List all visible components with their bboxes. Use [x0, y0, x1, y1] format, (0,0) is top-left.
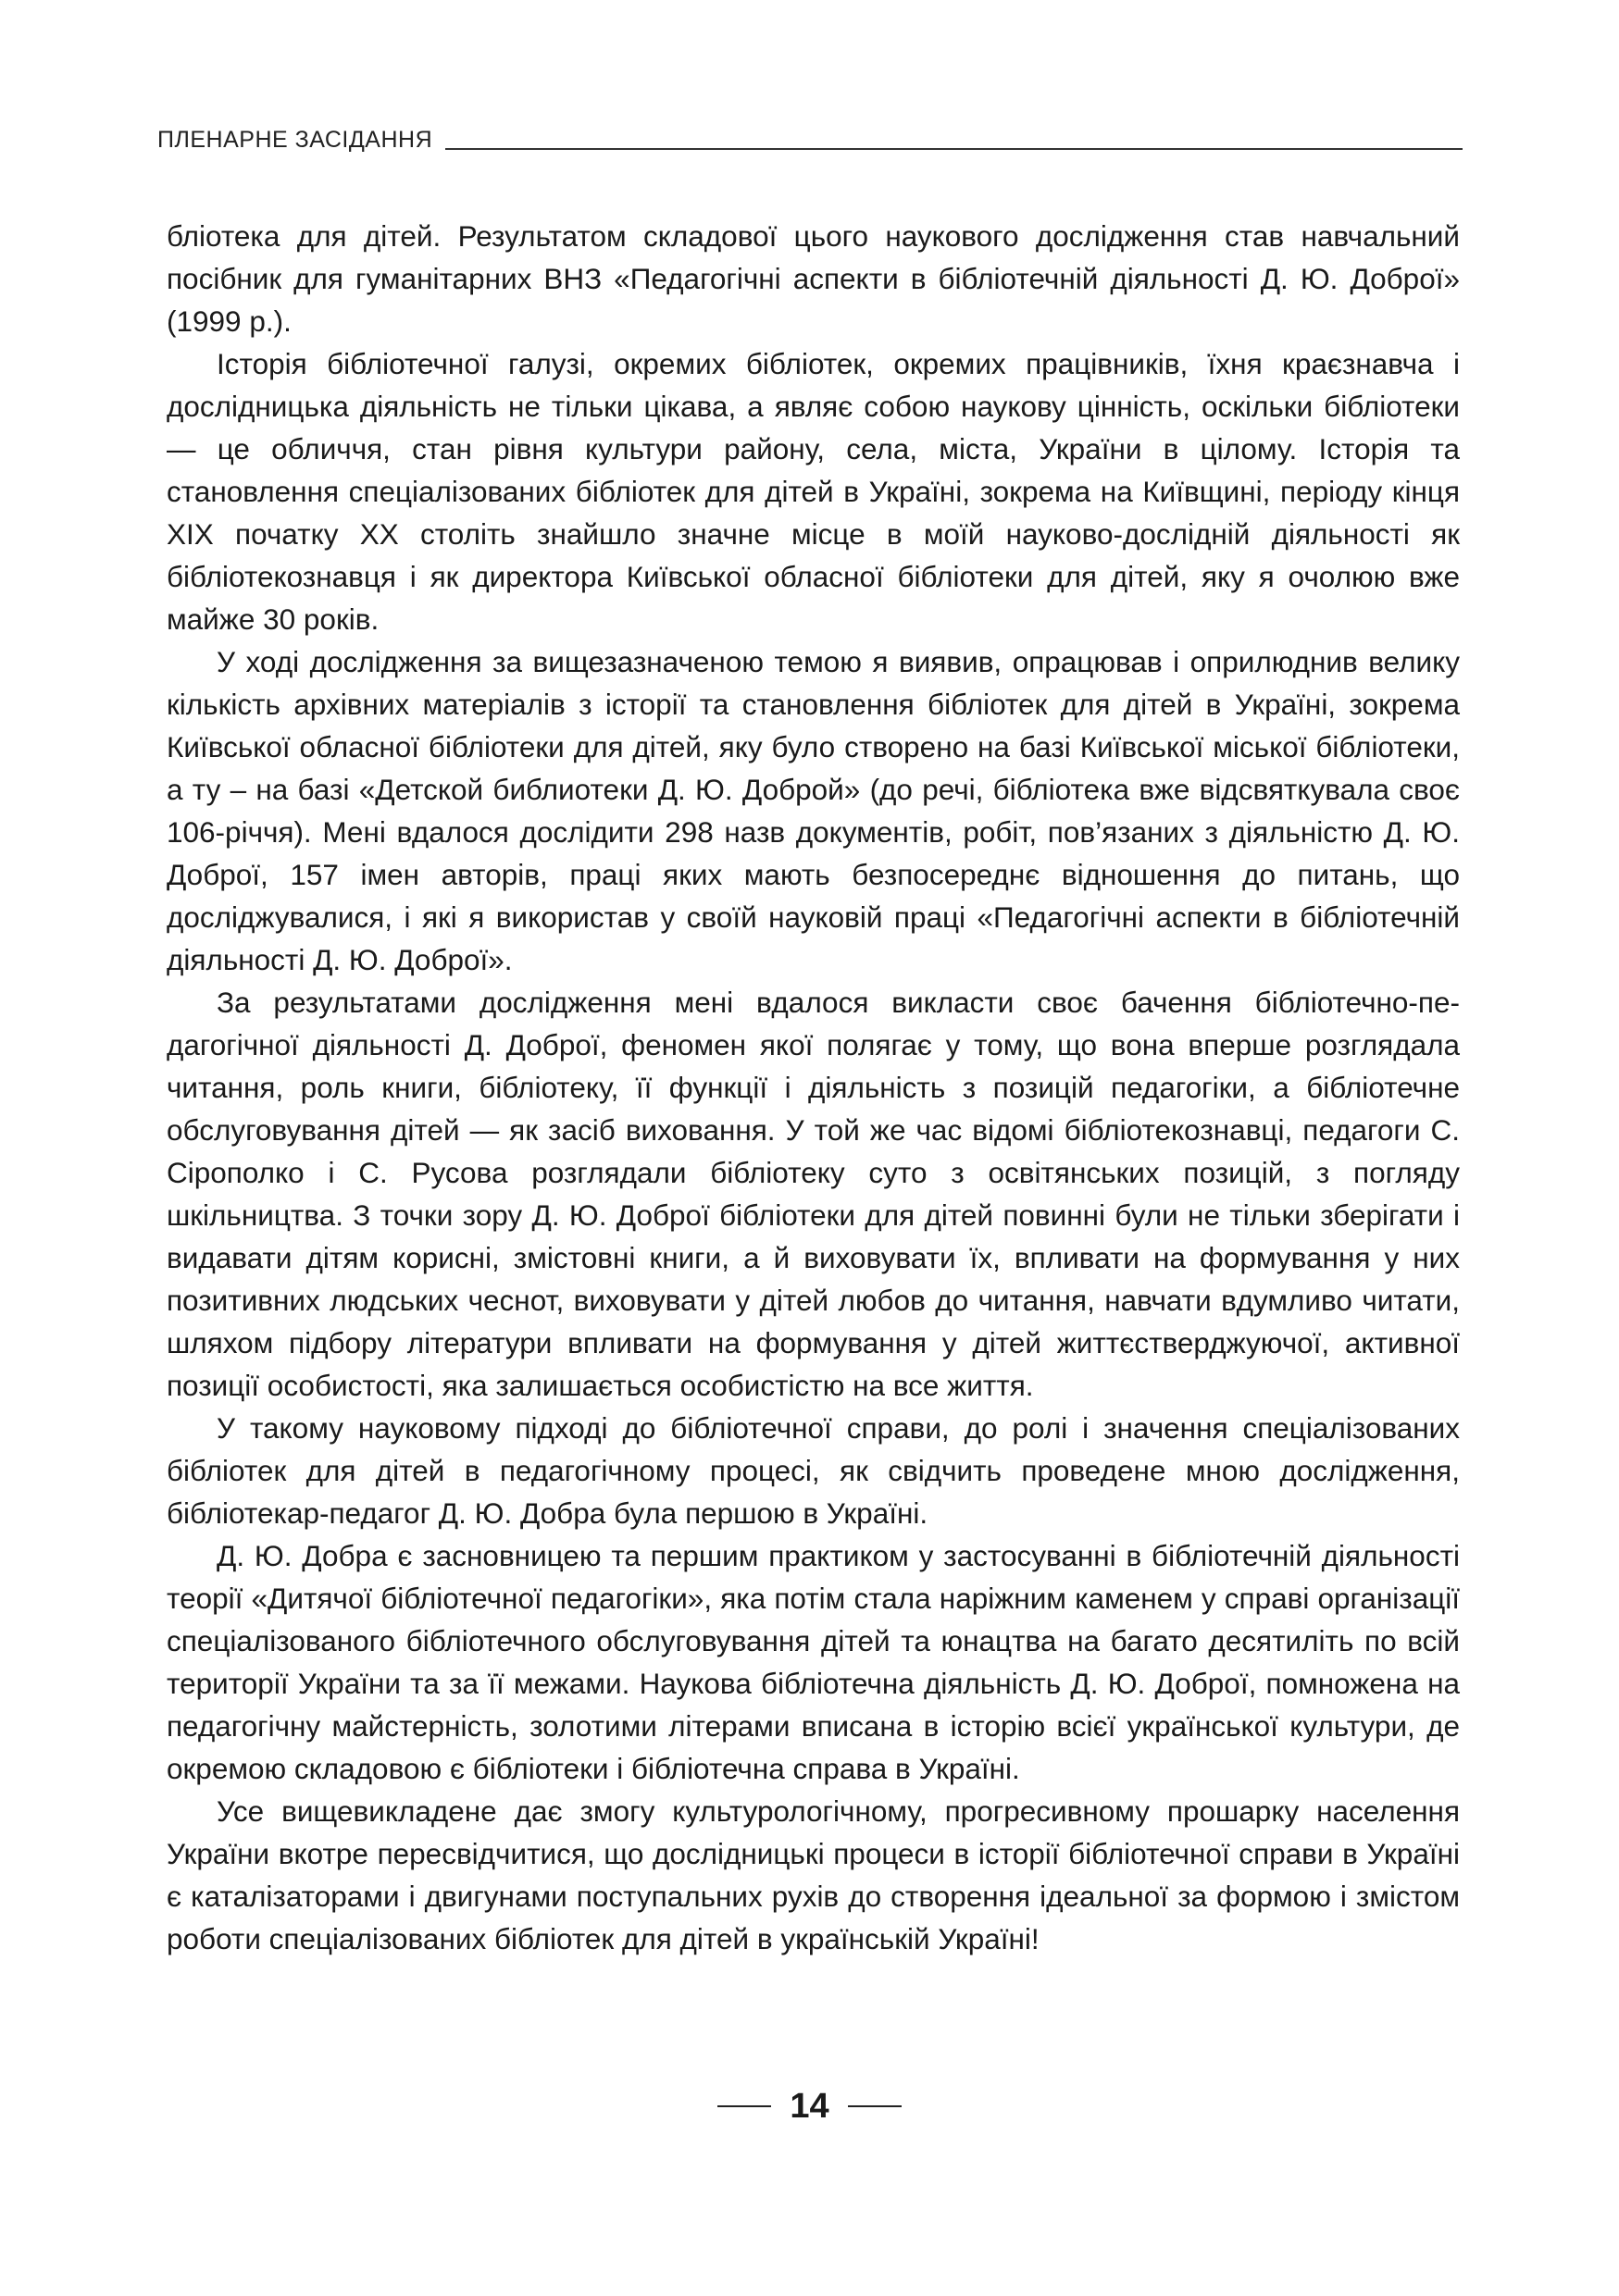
footer-dash-left — [717, 2105, 771, 2107]
paragraph: Д. Ю. Добра є засновницею та першим практиком у застосуванні в бібліотечній діяльності теорії «Дитячої бібліотечної педагогіки», яка потім стала наріжним каменем у справі організації спеціалізованого бібліотечного обслуговування дітей та юнацтва на багато десятиліть по всій території України та за її межами. Наукова бібліотечна діяльність Д. Ю. Доброї, помножена на педагогічну майстерність, золотими літерами вписана в історію всієї української культури, де окремою складовою є бібліотеки і бібліотечна справа в Україні. — [167, 1539, 1460, 1785]
paragraph: У ході дослідження за вищезазначеною темою я виявив, опрацював і оприлюднив велику кількість архівних матеріалів з історії та становлення бібліотек для дітей в Україні, зокрема Київської обласної бібліотеки для дітей, яку було створено на базі Київської міської бібліотеки, а ту – на базі «Детской библиотеки Д. Ю. Доброй» (до речі, бібліотека вже відсвяткувала своє 106-річчя). Мені вдалося дослідити 298 назв документів, робіт, пов’язаних з діяльністю Д. Ю. Доброї, 157 імен авторів, праці яких мають безпосереднє відношення до питань, що досліджувалися, і які я використав у своїй науковій праці «Педагогічні аспекти в бібліотечній діяльності Д. Ю. Доброї». — [167, 645, 1460, 976]
header-rule — [445, 148, 1463, 150]
page-footer — [0, 2089, 1619, 2124]
paragraph: Історія бібліотечної галузі, окремих бібліотек, окремих працівників, їхня краєзнавча і дослідницька діяльність не тільки цікава, а являє собою наукову цінність, оскільки бібліотеки — це обличчя, стан рівня культури району, села, міста, України в цілому. Історія та становлення спеціалізованих бібліотек для дітей в Україні, зокрема на Київщині, періоду кінця XIX початку XX століть знайшло значне місце в моїй науково-дослідній діяльності як бібліотекознавця і як директора Київської обласної бібліотеки для дітей, яку я очолюю вже майже 30 років. — [167, 347, 1460, 636]
footer-dash-right — [848, 2105, 902, 2107]
paragraph: За результатами дослідження мені вдалося викласти своє бачення бібліотечно-педагогічної діяльності Д. Доброї, феномен якої полягає у тому, що вона вперше розглядала читання, роль книги, бібліотеку, її функції і діяльність з позицій педагогіки, а бібліотечне обслуговування дітей — як засіб виховання. У той же час відомі бібліотекознавці, педагоги С. Сірополко і С. Русова розглядали бібліотеку суто з освітянських позицій, з погляду шкільництва. З точки зору Д. Ю. Доброї бібліотеки для дітей повинні були не тільки зберігати і видавати дітям корисні, змістовні книги, а й виховувати їх, впливати на формування у них позитивних людських чеснот, виховувати у дітей любов до читання, навчати вдумливо читати, шляхом підбору літератури впливати на формування у дітей життєстверджуючої, активної позиції особистості, яка залишається особистістю на все життя. — [167, 986, 1460, 1402]
paragraph: бліотека для дітей. Результатом складової цього наукового дослідження став навчальний посібник для гуманітарних ВНЗ «Педагогічні аспекти в бібліотечній діяльності Д. Ю. Доброї» (1999 р.). — [167, 219, 1460, 338]
paragraph: У такому науковому підході до бібліотечної справи, до ролі і значення спеціалізованих бібліотек для дітей в педагогічному процесі, як свідчить проведене мною дослідження, бібліотекар-педагог Д. Ю. Добра була першою в Україні. — [167, 1411, 1460, 1530]
page-number: 14 — [790, 2087, 829, 2126]
article-body — [167, 215, 1460, 1960]
running-header — [157, 118, 1463, 155]
paragraph: Усе вищевикладене дає змогу культурологічному, прогресивному прошарку населення України вкотре пересвідчитися, що дослідницькі процеси в історії бібліотечної справи в Україні є каталізаторами і двигунами поступальних рухів до створення ідеальної за формою і змістом роботи спеціалізованих бібліотек для дітей в українській Україні! — [167, 1794, 1460, 1955]
section-title: ПЛЕНАРНЕ ЗАСІДАННЯ — [157, 127, 433, 153]
